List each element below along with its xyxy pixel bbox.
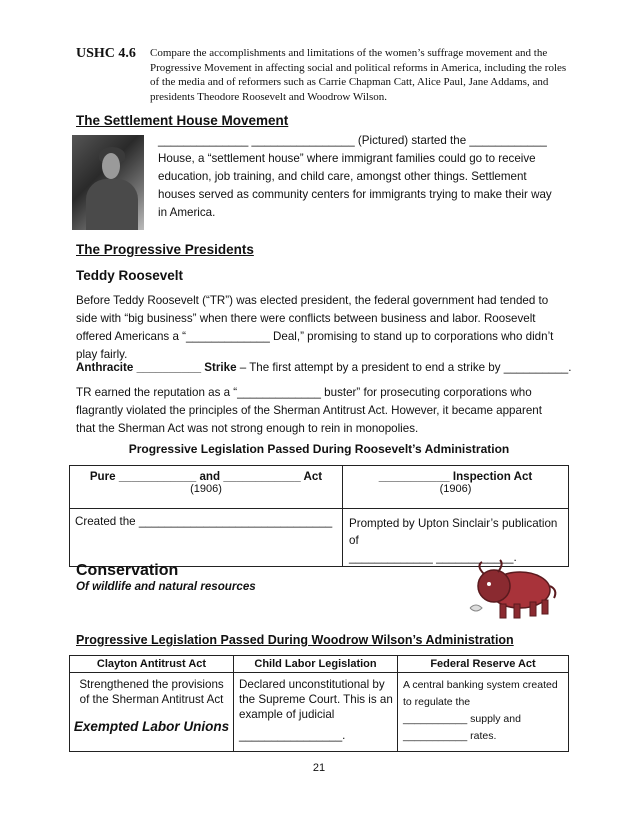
clayton-header: Clayton Antitrust Act [70,656,234,673]
conservation-heading: Conservation [76,562,179,579]
pure-food-drug-act-cell: Pure ____________ and ____________ Act (1906) [70,466,343,509]
settlement-heading: The Settlement House Movement [76,113,289,128]
standard-code: USHC 4.6 [76,46,136,61]
roosevelt-legislation-table [69,465,569,567]
upton-sinclair-cell: Prompted by Upton Sinclair’s publication of _____________ ____________. [343,509,569,567]
roosevelt-table-title: Progressive Legislation Passed During Roosevelt’s Administration [128,442,510,456]
settlement-paragraph: ______________ ________________ (Pictured) started the ____________ House, a “settlement house” where immigrant families could go to receive education, job training, and child care, amongst other things. Settlement houses served as community centers for immigrants trying to make their way in America. [158,134,552,219]
conservation-subheading: Of wildlife and natural resources [76,580,256,593]
federal-reserve-header: Federal Reserve Act [398,656,569,673]
roosevelt-paragraph-1: Before Teddy Roosevelt (“TR”) was elected president, the federal government had tended to side with “big business” when there were conflicts between business and labor. Roosevelt offered Americans a “_____________ Deal,” promising to stand up to corporations who didn’t play fairly. [76,294,554,361]
wilson-table-title: Progressive Legislation Passed During Woodrow Wilson’s Administration [76,633,514,647]
table-row [70,656,569,673]
progressive-presidents-heading: The Progressive Presidents [76,242,254,257]
child-labor-header: Child Labor Legislation [234,656,398,673]
roosevelt-paragraph-3: TR earned the reputation as a “_____________ buster” for prosecuting corporations who flagrantly violated the principles of the Sherman Antitrust Act. However, it became apparent that the Sherman Act was not strong enough to rein in monopolies. [76,386,542,435]
teddy-roosevelt-heading: Teddy Roosevelt [76,268,184,283]
child-labor-cell: Declared unconstitutional by the Supreme Court. This is an example of judicial ________________. [234,673,398,752]
wilson-legislation-table [69,655,569,752]
table-row [70,466,569,509]
created-the-cell: Created the ______________________________ [70,509,343,567]
table-row [70,673,569,752]
federal-reserve-cell: A central banking system created to regulate the ___________ supply and ___________ rates. [398,673,569,752]
bison-icon [462,556,562,626]
meat-inspection-act-cell: ___________ Inspection Act (1906) [343,466,569,509]
clayton-cell: Strengthened the provisions of the Sherman Antitrust Act Exempted Labor Unions [70,673,234,752]
jane-addams-photo [72,135,144,230]
standard-text: Compare the accomplishments and limitations of the women’s suffrage movement and the Progressive Movement in affecting social and political reforms in America, including the roles of the media and of reformers such as Carrie Chapman Catt, Alice Paul, Jane Addams, and presidents Theodore Roosevelt and Woodrow Wilson. [150,47,567,103]
anthracite-strike-line: Anthracite __________ Strike – The first attempt by a president to end a strike by __________. [76,361,572,374]
page-number: 21 [312,762,326,774]
